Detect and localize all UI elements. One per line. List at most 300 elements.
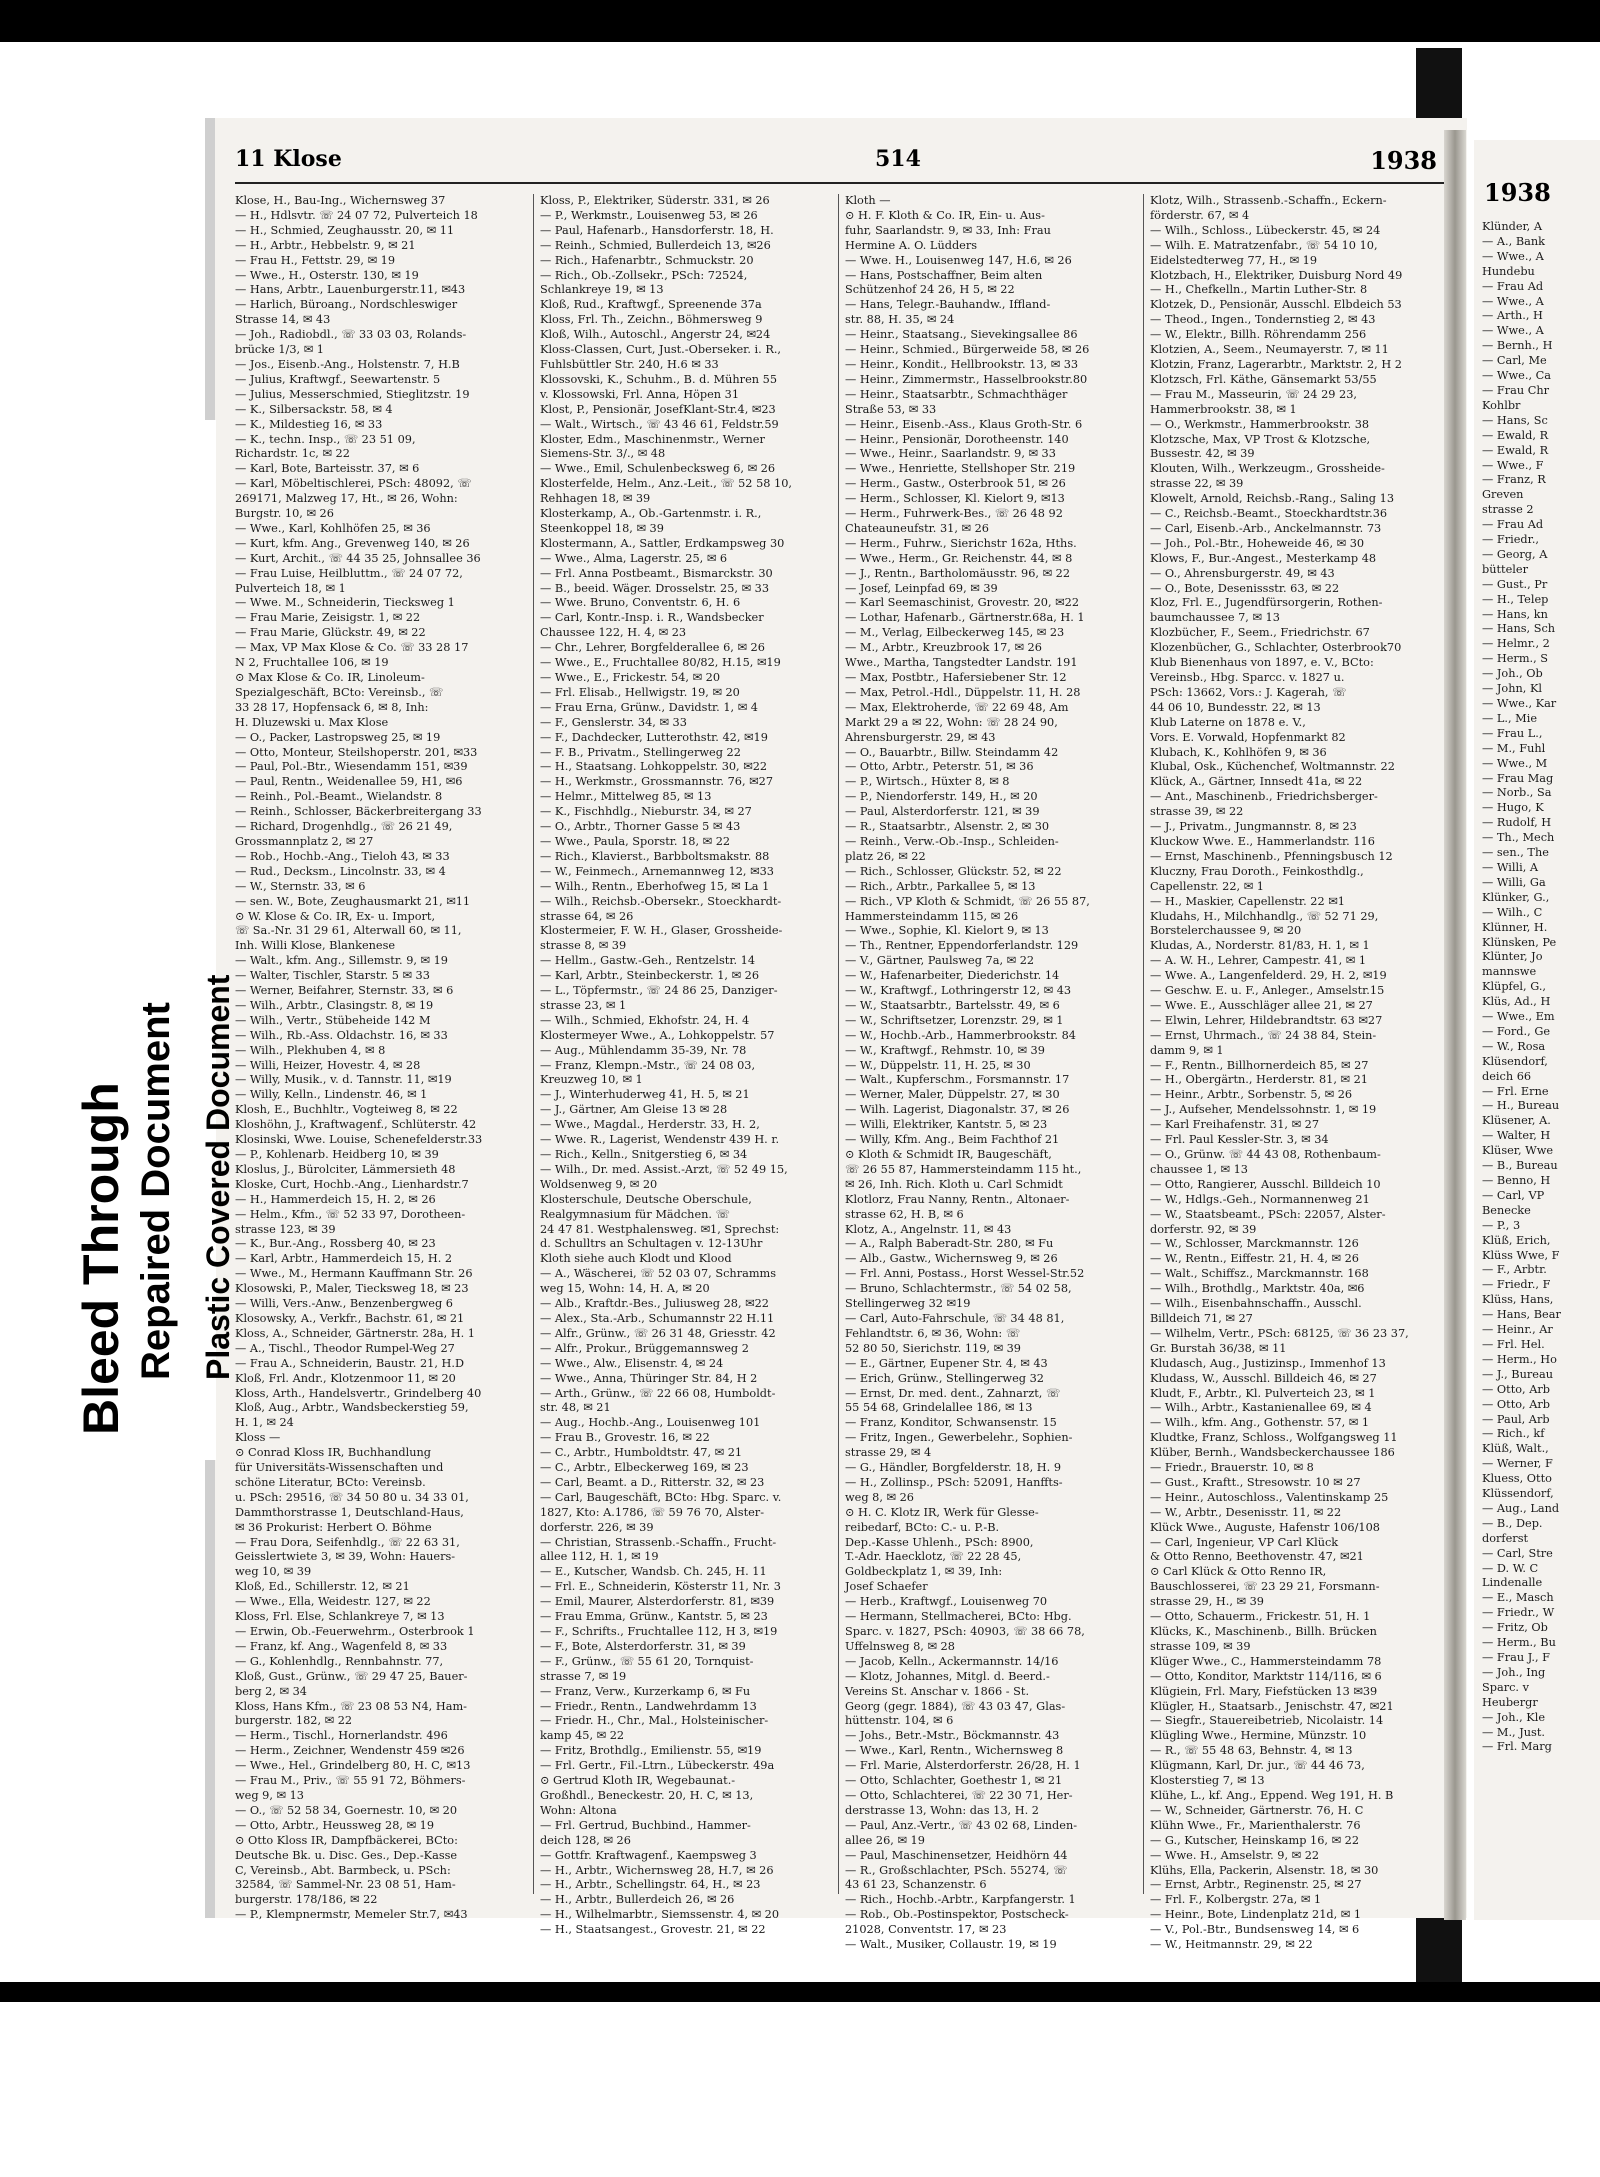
directory-entry: — Wwe., Henriette, Stellshoper Str. 219 xyxy=(845,462,1076,476)
directory-entry: strasse 64, ✉ 26 xyxy=(540,909,634,923)
directory-entry: — W., Hafenarbeiter, Diederichstr. 14 xyxy=(845,969,1060,983)
directory-entry: Klosowsky, A., Verkfr., Bachstr. 61, ✉ 21 xyxy=(235,1311,465,1325)
directory-entry: — Otto, Schlachter, Goethestr 1, ✉ 21 xyxy=(845,1774,1063,1788)
directory-entry: — Frl. F., Kolbergstr. 27a, ✉ 1 xyxy=(1150,1893,1322,1907)
directory-entry: Schlankreye 19, ✉ 13 xyxy=(540,283,664,297)
adjacent-directory-entry: — Carl, Me xyxy=(1482,354,1547,368)
directory-entry: — P., Werkmstr., Louisenweg 53, ✉ 26 xyxy=(540,208,758,222)
directory-columns xyxy=(235,194,1455,1952)
directory-entry: Klosh, E., Buchhltr., Vogteiweg 8, ✉ 22 xyxy=(235,1103,458,1117)
directory-entry: — Otto, Konditor, Marktstr 114/116, ✉ 6 xyxy=(1150,1669,1382,1683)
directory-entry: Kreuzweg 10, ✉ 1 xyxy=(540,1073,643,1087)
adjacent-directory-entry: dorferst xyxy=(1482,1531,1529,1545)
directory-entry: ⊙ H. C. Klotz IR, Werk für Glesse- xyxy=(845,1505,1039,1519)
adjacent-directory-entry: — Hans, Sc xyxy=(1482,413,1548,427)
directory-entry: — Ernst, Maschinenb., Pfenningsbusch 12 xyxy=(1150,849,1393,863)
directory-entry: — O., Ahrensburgerstr. 49, ✉ 43 xyxy=(1150,566,1335,580)
directory-entry: — R., ☏ 55 48 63, Behnstr. 4, ✉ 13 xyxy=(1150,1744,1353,1758)
directory-entry: — Wilh. E. Matratzenfabr., ☏ 54 10 10, xyxy=(1150,238,1378,252)
adjacent-directory-entry: — Arth., H xyxy=(1482,309,1543,323)
directory-entry: — Frl. Gertr., Fil.-Ltrn., Lübeckerstr. 49a xyxy=(540,1759,775,1773)
adjacent-directory-entry: Kohlbr xyxy=(1482,398,1521,412)
directory-entry: Kludahs, H., Milchhandlg., ☏ 52 71 29, xyxy=(1150,909,1379,923)
directory-entry: — Otto, Arbtr., Peterstr. 51, ✉ 36 xyxy=(845,760,1034,774)
header-section: 11 Klose xyxy=(235,146,342,172)
label-bleed-through: Bleed Through xyxy=(73,1082,129,1435)
directory-entry: Kludasch, Aug., Justizinsp., Immenhof 13 xyxy=(1150,1356,1386,1370)
directory-entry: — Rich., Ob.-Zollsekr., PSch: 72524, xyxy=(540,268,748,282)
directory-entry: Klubal, Osk., Küchenchef, Woltmannstr. 22 xyxy=(1150,760,1395,774)
directory-entry: — Frau Dora, Seifenhdlg., ☏ 22 63 31, xyxy=(235,1535,460,1549)
directory-entry: reibedarf, BCto: C.- u. P.-B. xyxy=(845,1520,1000,1534)
adjacent-directory-entry: — Ford., Ge xyxy=(1482,1024,1551,1038)
adjacent-directory-entry: — Frl. Marg xyxy=(1482,1740,1552,1754)
directory-entry: — Frl. Gertrud, Buchbind., Hammer- xyxy=(540,1818,751,1832)
directory-entry: Klücks, K., Maschinenb., Billh. Brücken xyxy=(1150,1625,1377,1638)
directory-entry: — Wilh., Arbtr., Clasingstr. 8, ✉ 19 xyxy=(235,998,434,1012)
directory-entry: Großhdl., Beneckestr. 20, H. C, ✉ 13, xyxy=(540,1788,754,1802)
directory-entry: — C., Arbtr., Elbeckerweg 169, ✉ 23 xyxy=(540,1461,749,1475)
adjacent-directory-entry: Klünsken, Pe xyxy=(1482,935,1557,949)
directory-entry: — Frl. Anna Postbeamt., Bismarckstr. 30 xyxy=(540,566,773,580)
directory-entry: Vereinsb., Hbg. Sparcc. v. 1827 u. xyxy=(1150,671,1345,684)
label-plastic-covered-document: Plastic Covered Document xyxy=(200,974,236,1380)
directory-entry: Klotz, A., Angelnstr. 11, ✉ 43 xyxy=(845,1222,1012,1236)
directory-entry: Klostermann, A., Sattler, Erdkampsweg 30 xyxy=(540,536,785,550)
directory-entry: — Wilh., Reichsb.-Obersekr., Stoeckhardt- xyxy=(540,894,782,908)
directory-entry: — Franz, Konditor, Schwansenstr. 15 xyxy=(845,1416,1057,1430)
adjacent-directory-entry: — Aug., Land xyxy=(1482,1501,1560,1515)
directory-entry: Hermine A. O. Lüdders xyxy=(845,238,978,252)
directory-entry: berg 2, ✉ 34 xyxy=(235,1684,307,1698)
adjacent-directory-entry: — H., Bureau xyxy=(1482,1099,1560,1113)
directory-entry: Klosinski, Wwe. Louise, Schenefelderstr.33 xyxy=(235,1133,483,1147)
adjacent-directory-entry: — Th., Mech xyxy=(1482,831,1555,845)
directory-entry: — Rich., Schlosser, Glückstr. 52, ✉ 22 xyxy=(845,864,1062,878)
directory-entry: — Christian, Strassenb.-Schaffn., Frucht- xyxy=(540,1535,777,1549)
adjacent-directory-entry: Klüsener, A. xyxy=(1482,1114,1551,1128)
directory-entry: — Wilh. Lagerist, Diagonalstr. 37, ✉ 26 xyxy=(845,1103,1070,1117)
directory-entry: burgerstr. 182, ✉ 22 xyxy=(235,1714,353,1728)
directory-entry: Klotz, Wilh., Strassenb.-Schaffn., Eckern- xyxy=(1150,194,1387,207)
adjacent-directory-entry: mannswe xyxy=(1482,965,1537,979)
directory-entry: — H., Obergärtn., Herderstr. 81, ✉ 21 xyxy=(1150,1073,1368,1087)
adjacent-directory-entry: — Bernh., H xyxy=(1482,339,1553,353)
directory-entry: v. Klossowski, Frl. Anna, Höpen 31 xyxy=(540,387,740,401)
directory-entry: C, Vereinsb., Abt. Barmbeck, u. PSch: xyxy=(235,1863,451,1877)
directory-entry: — Wilh., Rb.-Ass. Oldachstr. 16, ✉ 33 xyxy=(235,1028,448,1042)
directory-entry: — J., Privatm., Jungmannstr. 8, ✉ 23 xyxy=(1150,820,1357,834)
directory-entry: — W., Hdlgs.-Geh., Normannenweg 21 xyxy=(1150,1192,1370,1206)
directory-entry: Fehlandtstr. 6, ✉ 36, Wohn: ☏ xyxy=(845,1326,1020,1340)
directory-entry: 32584, ☏ Sammel-Nr. 23 08 51, Ham- xyxy=(235,1878,456,1892)
directory-entry: burgerstr. 178/186, ✉ 22 xyxy=(235,1893,378,1907)
directory-entry: — Erich, Grünw., Stellingerweg 32 xyxy=(845,1371,1044,1385)
directory-entry: Grossmannplatz 2, ✉ 27 xyxy=(235,834,374,848)
directory-entry: — Willy, Musik., v. d. Tannstr. 11, ✉19 xyxy=(235,1073,452,1087)
directory-entry: Hammerbrookstr. 38, ✉ 1 xyxy=(1150,402,1297,416)
directory-entry: — Alb., Gastw., Wichernsweg 9, ✉ 26 xyxy=(845,1252,1058,1266)
page-header xyxy=(235,146,1455,180)
directory-entry: — W., Schneider, Gärtnerstr. 76, H. C xyxy=(1150,1803,1364,1817)
directory-entry: Klotlorz, Frau Nanny, Rentn., Altonaer- xyxy=(845,1192,1070,1206)
directory-entry: — Wwe., Emil, Schulenbecksweg 6, ✉ 26 xyxy=(540,462,776,476)
directory-entry: strasse 62, H. B, ✉ 6 xyxy=(845,1207,964,1221)
directory-entry: — Rud., Decksm., Lincolnstr. 33, ✉ 4 xyxy=(235,864,446,878)
directory-entry: — Karl Freihafenstr. 31, ✉ 27 xyxy=(1150,1118,1320,1132)
directory-entry: Klügler, H., Staatsarb., Jenischstr. 47, ✉21 xyxy=(1150,1699,1394,1713)
directory-entry: — Otto, Arbtr., Heussweg 28, ✉ 19 xyxy=(235,1818,435,1832)
directory-entry: — A., Ralph Baberadt-Str. 280, ✉ Fu xyxy=(845,1237,1054,1251)
directory-entry: Vors. E. Vorwald, Hopfenmarkt 82 xyxy=(1150,730,1346,744)
directory-entry: — Walter, Tischler, Starstr. 5 ✉ 33 xyxy=(235,969,430,983)
directory-entry: — A. W. H., Lehrer, Campestr. 41, ✉ 1 xyxy=(1150,954,1367,968)
adjacent-directory-entry: — Willi, A xyxy=(1482,860,1539,874)
directory-entry: Klotzbach, H., Elektriker, Duisburg Nord 49 xyxy=(1150,268,1403,282)
directory-entry: — H., Arbtr., Hebbelstr. 9, ✉ 21 xyxy=(235,238,416,252)
adjacent-directory-entry: — Werner, F xyxy=(1482,1457,1553,1471)
directory-entry: Kloss, Frl. Th., Zeichn., Böhmersweg 9 xyxy=(540,313,763,327)
directory-entry: — Gottfr. Kraftwagenf., Kaempsweg 3 xyxy=(540,1848,757,1862)
directory-entry: — Wilhelm, Vertr., PSch: 68125, ☏ 36 23 37, xyxy=(1150,1326,1409,1340)
directory-entry: — Wwe., Hel., Grindelberg 80, H. C, ✉13 xyxy=(235,1759,471,1773)
directory-entry: Klühe, L., kf. Ang., Eppend. Weg 191, H. B xyxy=(1150,1788,1394,1802)
directory-entry: — Karl, Arbtr., Steinbeckerstr. 1, ✉ 26 xyxy=(540,969,760,983)
directory-entry: Klost, P., Pensionär, JosefKlant-Str.4, ✉23 xyxy=(540,402,776,416)
adjacent-directory-entry: Klüss Wwe, F xyxy=(1482,1248,1560,1262)
directory-entry: — Max, Petrol.-Hdl., Düppelstr. 11, H. 28 xyxy=(845,685,1081,699)
directory-entry: — Helm., Kfm., ☏ 52 33 97, Dorotheen- xyxy=(235,1207,466,1221)
directory-entry: — Wwe., Karl, Rentn., Wichernsweg 8 xyxy=(845,1744,1064,1758)
adjacent-directory-entry: — Ewald, R xyxy=(1482,428,1549,442)
directory-entry: ✉ 36 Prokurist: Herbert O. Böhme xyxy=(235,1520,432,1534)
directory-entry: — Frau Luise, Heilbluttm., ☏ 24 07 72, xyxy=(235,566,463,580)
directory-entry: — Rich., Kelln., Snitgerstieg 6, ✉ 34 xyxy=(540,1148,748,1161)
directory-entry: Klosowski, P., Maler, Tiecksweg 18, ✉ 23 xyxy=(235,1282,469,1296)
adjacent-directory-entry: Klüs, Ad., H xyxy=(1482,995,1551,1009)
directory-entry: — Heinr., Eisenb.-Ass., Klaus Groth-Str. 6 xyxy=(845,417,1083,431)
directory-entry: — Kurt, kfm. Ang., Grevenweg 140, ✉ 26 xyxy=(235,536,470,550)
directory-entry: — K., techn. Insp., ☏ 23 51 09, xyxy=(235,432,416,446)
directory-entry: Eidelstedterweg 77, H., ✉ 19 xyxy=(1150,253,1318,267)
adjacent-directory-entry: Klüpfel, G., xyxy=(1482,980,1547,994)
directory-entry: T.-Adr. Haecklotz, ☏ 22 28 45, xyxy=(845,1550,1022,1564)
directory-entry: — Helmr., Mittelweg 85, ✉ 13 xyxy=(540,790,712,804)
directory-entry: — Hans, Postschaffner, Beim alten xyxy=(845,268,1043,282)
adjacent-directory-entry: — Norb., Sa xyxy=(1482,786,1552,800)
directory-entry: schöne Literatur, BCto: Vereinsb. xyxy=(235,1475,426,1489)
directory-entry: — Rich., Hafenarbtr., Schmuckstr. 20 xyxy=(540,253,754,267)
directory-entry: — Walt., Wirtsch., ☏ 43 46 61, Feldstr.59 xyxy=(540,417,779,431)
directory-entry: — F., Grünw., ☏ 55 61 20, Tornquist- xyxy=(540,1654,754,1668)
column-3 xyxy=(845,194,1135,1952)
directory-entry: — Wwe., Heinr., Saarlandstr. 9, ✉ 33 xyxy=(845,447,1056,461)
scan-top-border xyxy=(0,0,1600,42)
directory-entry: Klows, F., Bur.-Angest., Mesterkamp 48 xyxy=(1150,551,1377,565)
directory-entry: Borstelerchaussee 9, ✉ 20 xyxy=(1150,924,1302,938)
directory-entry: Klosterkamp, A., Ob.-Gartenmstr. i. R., xyxy=(540,507,762,521)
directory-entry: — Julius, Kraftwgf., Seewartenstr. 5 xyxy=(235,372,441,386)
directory-entry: — Wilh., Rentn., Eberhofweg 15, ✉ La 1 xyxy=(540,879,770,893)
directory-entry: — C., Reichsb.-Beamt., Stoeckhardtstr.36 xyxy=(1150,507,1388,521)
directory-entry: — Frl. Paul Kessler-Str. 3, ✉ 34 xyxy=(1150,1133,1329,1147)
directory-entry: — Klotz, Johannes, Mitgl. d. Beerd.- xyxy=(845,1669,1050,1683)
directory-entry: — Reinh., Verw.-Ob.-Insp., Schleiden- xyxy=(845,834,1059,848)
adjacent-directory-entry: — Wwe., A xyxy=(1482,324,1544,338)
directory-entry: str. 48, ✉ 21 xyxy=(540,1401,611,1415)
directory-entry: — W., Staatsarbtr., Bartelsstr. 49, ✉ 6 xyxy=(845,998,1060,1012)
directory-entry: Kloske, Curt, Hochb.-Ang., Lienhardstr.7 xyxy=(235,1177,469,1191)
directory-entry: — Heinr., Pensionär, Dorotheenstr. 140 xyxy=(845,432,1069,446)
directory-entry: Kloz, Frl. E., Jugendfürsorgerin, Rothen- xyxy=(1150,596,1383,610)
adjacent-directory-entry: — Friedr., xyxy=(1482,533,1539,547)
directory-entry: Billdeich 71, ✉ 27 xyxy=(1150,1311,1253,1325)
directory-entry: ⊙ H. F. Kloth & Co. IR, Ein- u. Aus- xyxy=(845,208,1045,222)
directory-entry: — W., Schriftsetzer, Lorenzstr. 29, ✉ 1 xyxy=(845,1013,1064,1027)
directory-entry: — Otto, Rangierer, Ausschl. Billdeich 10 xyxy=(1150,1177,1381,1191)
directory-entry: — K., Silbersackstr. 58, ✉ 4 xyxy=(235,402,393,416)
directory-entry: — Walt., Musiker, Collaustr. 19, ✉ 19 xyxy=(845,1938,1057,1952)
directory-entry: — Wwe., H., Osterstr. 130, ✉ 19 xyxy=(235,268,419,282)
adjacent-directory-entry: Greven xyxy=(1482,488,1524,502)
directory-entry: — Wwe., E., Frickestr. 54, ✉ 20 xyxy=(540,671,721,684)
adjacent-directory-entry: — Franz, R xyxy=(1482,473,1546,487)
directory-entry: — V., Pol.-Btr., Bundsensweg 14, ✉ 6 xyxy=(1150,1923,1360,1937)
directory-entry: — J., Gärtner, Am Gleise 13 ✉ 28 xyxy=(540,1103,728,1117)
directory-entry: Vereins St. Anschar v. 1866 - St. xyxy=(845,1684,1030,1698)
directory-entry: — Franz, kf. Ang., Wagenfeld 8, ✉ 33 xyxy=(235,1639,448,1653)
directory-entry: — Aug., Mühlendamm 35-39, Nr. 78 xyxy=(540,1043,747,1057)
directory-entry: — H., Chefkelln., Martin Luther-Str. 8 xyxy=(1150,283,1368,297)
directory-entry: — Otto, Monteur, Steilshoperstr. 201, ✉33 xyxy=(235,745,478,759)
directory-entry: weg 15, Wohn: 14, H. A, ✉ 20 xyxy=(540,1282,710,1296)
directory-entry: — H., Hdlsvtr. ☏ 24 07 72, Pulverteich 18 xyxy=(235,208,478,222)
directory-entry: — Julius, Messerschmied, Stieglitzstr. 19 xyxy=(235,387,470,401)
adjacent-directory-entry: — Paul, Arb xyxy=(1482,1412,1550,1426)
directory-entry: Kloß, Aug., Arbtr., Wandsbeckerstieg 59, xyxy=(235,1401,469,1415)
directory-entry: — Walt., kfm. Ang., Sillemstr. 9, ✉ 19 xyxy=(235,954,448,968)
adjacent-directory-entry: — J., Bureau xyxy=(1482,1367,1553,1381)
directory-entry: — Wilh., Schmied, Ekhofstr. 24, H. 4 xyxy=(540,1013,750,1027)
directory-entry: — Carl, Auto-Fahrschule, ☏ 34 48 81, xyxy=(845,1311,1065,1325)
column-2 xyxy=(540,194,830,1937)
directory-entry: Realgymnasium für Mädchen. ☏ xyxy=(540,1207,730,1221)
directory-entry: — Wwe. E., Ausschläger allee 21, ✉ 27 xyxy=(1150,998,1373,1012)
directory-entry: 21028, Conventstr. 17, ✉ 23 xyxy=(845,1923,1007,1937)
directory-entry: — Wwe. H., Louisenweg 147, H.6, ✉ 26 xyxy=(845,253,1072,267)
directory-entry: — Elwin, Lehrer, Hildebrandtstr. 63 ✉27 xyxy=(1150,1013,1383,1027)
directory-entry: — H., Staatsangest., Grovestr. 21, ✉ 22 xyxy=(540,1923,766,1937)
directory-entry: Klosterfelde, Helm., Anz.-Leit., ☏ 52 58 10, xyxy=(540,477,793,491)
directory-entry: — H., Wilhelmarbtr., Siemssenstr. 4, ✉ 20 xyxy=(540,1908,780,1922)
directory-entry: Pulverteich 18, ✉ 1 xyxy=(235,581,346,595)
adjacent-directory-entry: — Rich., kf xyxy=(1482,1427,1545,1441)
directory-entry: — Heinr., Schmied., Bürgerweide 58, ✉ 26 xyxy=(845,343,1090,357)
adjacent-directory-entry: — B., Dep. xyxy=(1482,1516,1543,1530)
directory-entry: & Otto Renno, Beethovenstr. 47, ✉21 xyxy=(1150,1550,1364,1564)
directory-entry: 269171, Malzweg 17, Ht., ✉ 26, Wohn: xyxy=(235,492,458,506)
directory-entry: — O., Arbtr., Thorner Gasse 5 ✉ 43 xyxy=(540,820,741,834)
directory-entry: Klühn Wwe., Fr., Marienthalerstr. 76 xyxy=(1150,1818,1361,1832)
directory-entry: — Friedr., Brauerstr. 10, ✉ 8 xyxy=(1150,1461,1314,1475)
directory-entry: Kloß, Wilh., Autoschl., Angerstr 24, ✉24 xyxy=(540,328,771,342)
directory-entry: Kludass, W., Ausschl. Billdeich 46, ✉ 27 xyxy=(1150,1371,1377,1385)
directory-entry: — Willi, Vers.-Anw., Benzenbergweg 6 xyxy=(235,1297,453,1311)
directory-entry: — Wwe., Herm., Gr. Reichenstr. 44, ✉ 8 xyxy=(845,551,1073,565)
directory-entry: — H., Arbtr., Wichernsweg 28, H.7, ✉ 26 xyxy=(540,1863,774,1877)
directory-entry: derstrasse 13, Wohn: das 13, H. 2 xyxy=(845,1803,1039,1817)
directory-entry: — H., Staatsang. Lohkoppelstr. 30, ✉22 xyxy=(540,760,768,774)
directory-entry: — Alb., Kraftdr.-Bes., Juliusweg 28, ✉22 xyxy=(540,1297,769,1311)
directory-entry: — J., Winterhuderweg 41, H. 5, ✉ 21 xyxy=(540,1088,750,1102)
directory-entry: Burgstr. 10, ✉ 26 xyxy=(235,507,334,521)
directory-entry: — Erwin, Ob.-Feuerwehrm., Osterbrook 1 xyxy=(235,1625,475,1638)
directory-entry: Chateauneufstr. 31, ✉ 26 xyxy=(845,521,989,535)
directory-entry: Klotzsch, Frl. Käthe, Gänsemarkt 53/55 xyxy=(1150,372,1377,386)
directory-entry: — W., Staatsbeamt., PSch: 22057, Alster- xyxy=(1150,1207,1386,1221)
directory-entry: PSch: 13662, Vors.: J. Kagerah, ☏ xyxy=(1150,685,1347,699)
directory-entry: — Wwe., Sophie, Kl. Kielort 9, ✉ 13 xyxy=(845,924,1049,938)
page-number: 514 xyxy=(875,146,921,172)
book-gutter xyxy=(1444,130,1466,1920)
directory-entry: u. PSch: 29516, ☏ 34 50 80 u. 34 33 01, xyxy=(235,1490,469,1504)
directory-entry: Capellenstr. 22, ✉ 1 xyxy=(1150,879,1264,893)
directory-entry: — Paul, Hafenarb., Hansdorferstr. 18, H. xyxy=(540,223,774,237)
directory-entry: Klouten, Wilh., Werkzeugm., Grossheide- xyxy=(1150,462,1385,476)
directory-entry: Klostermeier, F. W. H., Glaser, Grossheide- xyxy=(540,924,783,938)
directory-entry: ⊙ Carl Klück & Otto Renno IR, xyxy=(1150,1565,1327,1579)
directory-entry: — H., Arbtr., Bullerdeich 26, ✉ 26 xyxy=(540,1893,735,1907)
adjacent-directory-entry: — P., 3 xyxy=(1482,1218,1521,1232)
directory-entry: Kludas, A., Norderstr. 81/83, H. 1, ✉ 1 xyxy=(1150,939,1370,953)
directory-entry: Inh. Willi Klose, Blankenese xyxy=(235,939,396,953)
directory-entry: Kloth — xyxy=(845,194,891,207)
directory-entry: Kloß, Frl. Andr., Klotzenmoor 11, ✉ 20 xyxy=(235,1371,456,1385)
directory-entry: Kludt, F., Arbtr., Kl. Pulverteich 23, ✉ 1 xyxy=(1150,1386,1376,1400)
directory-entry: — G., Kohlenhdlg., Rennbahnstr. 77, xyxy=(235,1654,444,1668)
directory-entry: Klück Wwe., Auguste, Hafenstr 106/108 xyxy=(1150,1520,1380,1534)
adjacent-directory-entry: — Georg, A xyxy=(1482,547,1548,561)
adjacent-directory-entry: — Benno, H xyxy=(1482,1174,1551,1187)
directory-entry: — Carl, Baugeschäft, BCto: Hbg. Sparc. v. xyxy=(540,1490,782,1504)
directory-entry: Kloss, Arth., Handelsvertr., Grindelberg 40 xyxy=(235,1386,482,1400)
directory-entry: — Rob., Ob.-Postinspektor, Postscheck- xyxy=(845,1908,1069,1922)
adjacent-directory-entry: — Frau Ad xyxy=(1482,279,1544,293)
directory-entry: — Karl, Möbeltischlerei, PSch: 48092, ☏ xyxy=(235,477,472,491)
directory-entry: — Bruno, Schlachtermstr., ☏ 54 02 58, xyxy=(845,1282,1072,1296)
directory-entry: Klotzin, Franz, Lagerarbtr., Marktstr. 2, H 2 xyxy=(1150,357,1402,371)
adjacent-directory-entry: — Hans, kn xyxy=(1482,607,1548,621)
directory-entry: Siemens-Str. 3/., ✉ 48 xyxy=(540,447,666,461)
directory-entry: — Wilh., Eisenbahnschaffn., Ausschl. xyxy=(1150,1297,1362,1311)
directory-entry: — Wwe., M., Hermann Kauffmann Str. 26 xyxy=(235,1267,473,1281)
adjacent-directory-entry: — Walter, H xyxy=(1482,1129,1551,1143)
directory-entry: kamp 45, ✉ 22 xyxy=(540,1729,625,1743)
directory-entry: — O., Werkmstr., Hammerbrookstr. 38 xyxy=(1150,417,1370,431)
directory-entry: — Heinr., Arbtr., Sorbenstr. 5, ✉ 26 xyxy=(1150,1088,1353,1102)
directory-entry: ⊙ Kloth & Schmidt IR, Baugeschäft, xyxy=(845,1148,1052,1161)
directory-entry: Kloster, Edm., Maschinenmstr., Werner xyxy=(540,432,765,446)
adjacent-page-year: 1938 xyxy=(1484,178,1551,207)
column-4 xyxy=(1150,194,1440,1952)
directory-entry: — Heinr., Staatsarbtr., Schmachthäger xyxy=(845,387,1068,401)
directory-entry: — E., Kutscher, Wandsb. Ch. 245, H. 11 xyxy=(540,1565,767,1579)
adjacent-page-column xyxy=(1482,220,1600,1755)
directory-entry: — H., Maskier, Capellenstr. 22 ✉1 xyxy=(1150,894,1345,908)
directory-entry: — Karl, Bote, Barteisstr. 37, ✉ 6 xyxy=(235,462,420,476)
directory-entry: — Friedr., Rentn., Landwehrdamm 13 xyxy=(540,1699,757,1713)
directory-entry: H. 1, ✉ 24 xyxy=(235,1416,294,1430)
directory-entry: — Wwe. Bruno, Conventstr. 6, H. 6 xyxy=(540,596,741,610)
adjacent-directory-entry: Klünker, G., xyxy=(1482,890,1550,904)
adjacent-directory-entry: — Carl, Stre xyxy=(1482,1546,1553,1560)
directory-entry: — Frl. E., Schneiderin, Kösterstr 11, Nr. 3 xyxy=(540,1580,781,1594)
directory-entry: 1827, Kto: A.1786, ☏ 59 76 70, Alster- xyxy=(540,1505,765,1519)
directory-entry: Spezialgeschäft, BCto: Vereinsb., ☏ xyxy=(235,685,444,699)
directory-entry: — Chr., Lehrer, Borgfelderallee 6, ✉ 26 xyxy=(540,641,765,655)
directory-entry: — Alfr., Prokur., Brüggemannsweg 2 xyxy=(540,1341,749,1355)
directory-entry: brücke 1/3, ✉ 1 xyxy=(235,343,324,357)
directory-entry: strasse 109, ✉ 39 xyxy=(1150,1639,1251,1653)
directory-entry: — Fritz, Ingen., Gewerbelehr., Sophien- xyxy=(845,1431,1073,1445)
directory-entry: Klotzien, A., Seem., Neumayerstr. 7, ✉ 11 xyxy=(1150,343,1389,357)
directory-entry: platz 26, ✉ 22 xyxy=(845,849,926,863)
directory-entry: Richardstr. 1c, ✉ 22 xyxy=(235,447,350,461)
directory-entry: — Wwe. R., Lagerist, Wendenstr 439 H. r. xyxy=(540,1133,780,1147)
directory-entry: — O., ☏ 52 58 34, Goernestr. 10, ✉ 20 xyxy=(235,1803,458,1817)
directory-entry: — Walt., Schiffsz., Marckmannstr. 168 xyxy=(1150,1267,1369,1281)
directory-entry: — Frl. Anni, Postass., Horst Wessel-Str.52 xyxy=(845,1267,1085,1281)
directory-entry: — Willi, Heizer, Hovestr. 4, ✉ 28 xyxy=(235,1058,421,1072)
directory-entry: — Paul, Maschinensetzer, Heidhörn 44 xyxy=(845,1848,1068,1862)
directory-entry: weg 8, ✉ 26 xyxy=(845,1490,914,1504)
directory-entry: Bussestr. 42, ✉ 39 xyxy=(1150,447,1255,461)
directory-entry: — P., Niendorferstr. 149, H., ✉ 20 xyxy=(845,790,1038,804)
adjacent-directory-entry: — W., Rosa xyxy=(1482,1039,1546,1053)
directory-entry: — Wwe., Alw., Elisenstr. 4, ✉ 24 xyxy=(540,1356,724,1370)
adjacent-directory-entry: Benecke xyxy=(1482,1203,1531,1217)
adjacent-directory-entry: Klüser, Wwe xyxy=(1482,1144,1554,1158)
directory-entry: strasse 29, H., ✉ 39 xyxy=(1150,1595,1264,1609)
adjacent-directory-entry: — Wwe., F xyxy=(1482,458,1544,472)
directory-entry: — Wilh., kfm. Ang., Gothenstr. 57, ✉ 1 xyxy=(1150,1416,1370,1430)
directory-entry: deich 128, ✉ 26 xyxy=(540,1833,631,1847)
directory-entry: — Ernst, Dr. med. dent., Zahnarzt, ☏ xyxy=(845,1386,1061,1400)
directory-entry: Kloss, Frl. Else, Schlankreye 7, ✉ 13 xyxy=(235,1610,445,1624)
adjacent-directory-entry: — Helmr., 2 xyxy=(1482,637,1550,651)
directory-entry: strasse 29, ✉ 4 xyxy=(845,1446,932,1460)
directory-entry: Steenkoppel 18, ✉ 39 xyxy=(540,521,664,535)
directory-entry: baumchaussee 7, ✉ 13 xyxy=(1150,611,1280,625)
directory-entry: — Wilh., Schloss., Lübeckerstr. 45, ✉ 24 xyxy=(1150,223,1381,237)
directory-entry: — Willy, Kelln., Lindenstr. 46, ✉ 1 xyxy=(235,1088,428,1102)
directory-entry: 24 47 81. Westphalensweg. ✉1, Sprechst: xyxy=(540,1222,780,1236)
directory-entry: — Ernst, Arbtr., Reginenstr. 25, ✉ 27 xyxy=(1150,1878,1362,1892)
directory-page xyxy=(205,118,1467,1952)
directory-entry: — Max, VP Max Klose & Co. ☏ 33 28 17 xyxy=(235,641,469,655)
directory-entry: 44 06 10, Bundesstr. 22, ✉ 13 xyxy=(1150,700,1321,714)
directory-entry: Klügling Wwe., Hermine, Münzstr. 10 xyxy=(1150,1729,1367,1743)
directory-entry: Wwe., Martha, Tangstedter Landstr. 191 xyxy=(845,656,1078,670)
directory-entry: Kluckow Wwe. E., Hammerlandstr. 116 xyxy=(1150,834,1375,848)
adjacent-directory-entry: — E., Masch xyxy=(1482,1591,1554,1605)
directory-entry: Klotzek, D., Pensionär, Ausschl. Elbdeich 53 xyxy=(1150,298,1402,312)
directory-entry: Georg (gegr. 1884), ☏ 43 03 47, Glas- xyxy=(845,1699,1066,1713)
directory-entry: Kloshöhn, J., Kraftwagenf., Schlüterstr. 42 xyxy=(235,1118,477,1132)
adjacent-directory-entry: — Frau Mag xyxy=(1482,771,1554,785)
directory-entry: ⊙ Otto Kloss IR, Dampfbäckerei, BCto: xyxy=(235,1833,458,1847)
adjacent-directory-entry: Kluess, Otto xyxy=(1482,1472,1552,1486)
